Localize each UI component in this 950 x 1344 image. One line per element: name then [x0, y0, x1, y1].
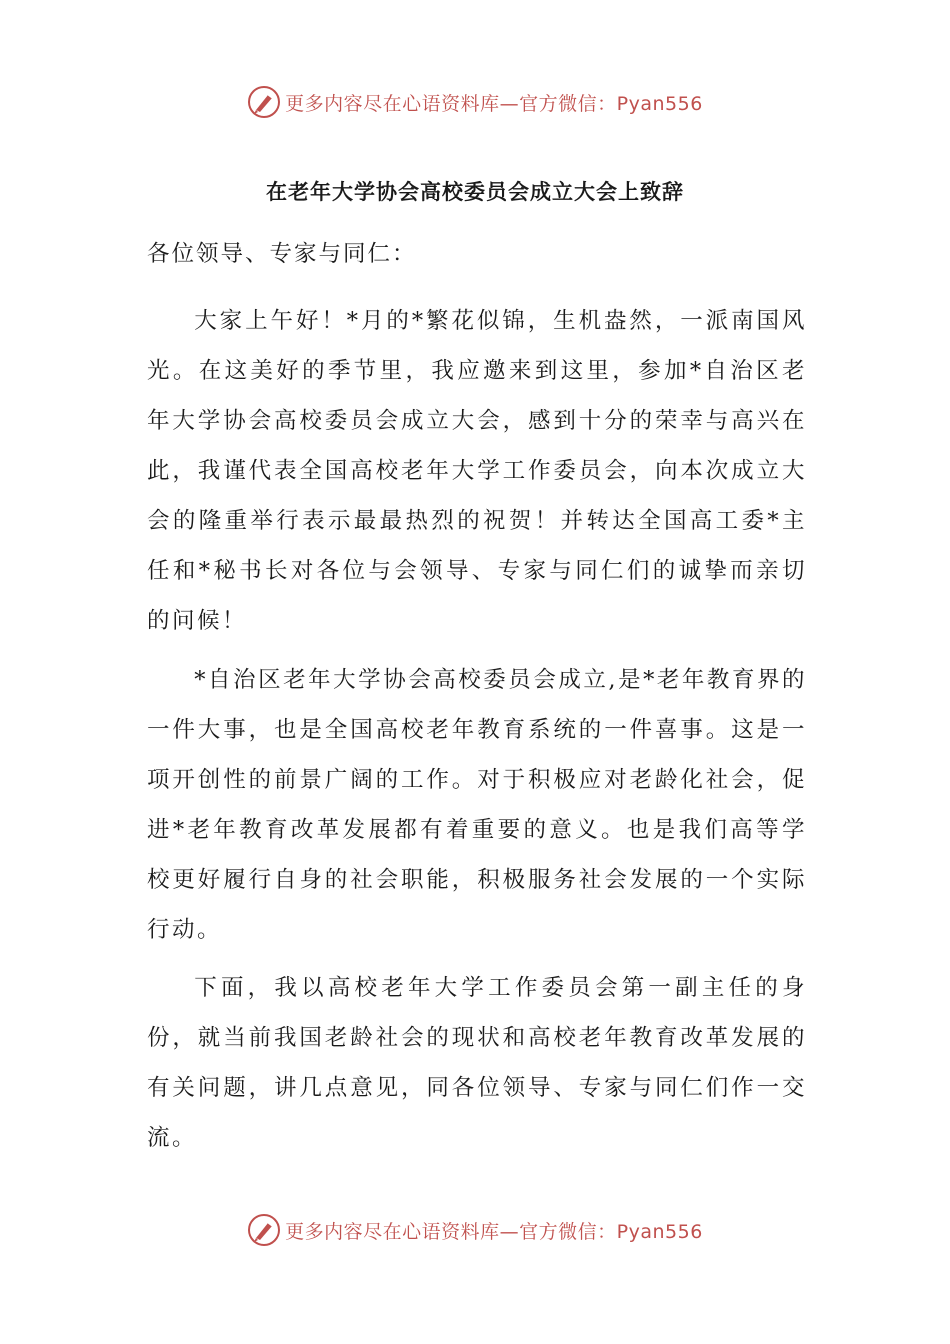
- paragraph-2: *自治区老年大学协会高校委员会成立,是*老年教育界的一件大事，也是全国高校老年教育系统的一件喜事。这是一项开创性的前景广阔的工作。对于积极应对老龄化社会，促进*老年教育改革发展都有着重要的意义。也是我们高等学校更好履行自身的社会职能，积极服务社会发展的一个实际行动。: [147, 667, 807, 943]
- pen-nib-logo-icon: [247, 1213, 281, 1247]
- paragraph-1: 大家上午好！*月的*繁花似锦，生机盎然，一派南国风光。在这美好的季节里，我应邀来到这里，参加*自治区老年大学协会高校委员会成立大会，感到十分的荣幸与高兴在此，我谨代表全国高校老年大学工作委员会，向本次成立大会的隆重举行表示最最热烈的祝贺！并转达全国高工委*主任和*秘书长对各位与会领导、专家与同仁们的诚挚而亲切的问候！: [147, 308, 807, 634]
- footer-banner-text: 更多内容尽在心语资料库—官方微信：Pyan556: [285, 1220, 703, 1243]
- header-banner: [0, 80, 950, 124]
- document-title: 在老年大学协会高校委员会成立大会上致辞: [266, 179, 684, 204]
- paragraph-3: 下面，我以高校老年大学工作委员会第一副主任的身份，就当前我国老龄社会的现状和高校老年教育改革发展的有关问题，讲几点意见，同各位领导、专家与同仁们作一交流。: [147, 975, 807, 1151]
- header-banner-text: 更多内容尽在心语资料库—官方微信：Pyan556: [285, 92, 703, 115]
- pen-nib-logo-icon: [247, 85, 281, 119]
- footer-banner: [0, 1208, 950, 1252]
- salutation: 各位领导、专家与同仁：: [147, 241, 417, 267]
